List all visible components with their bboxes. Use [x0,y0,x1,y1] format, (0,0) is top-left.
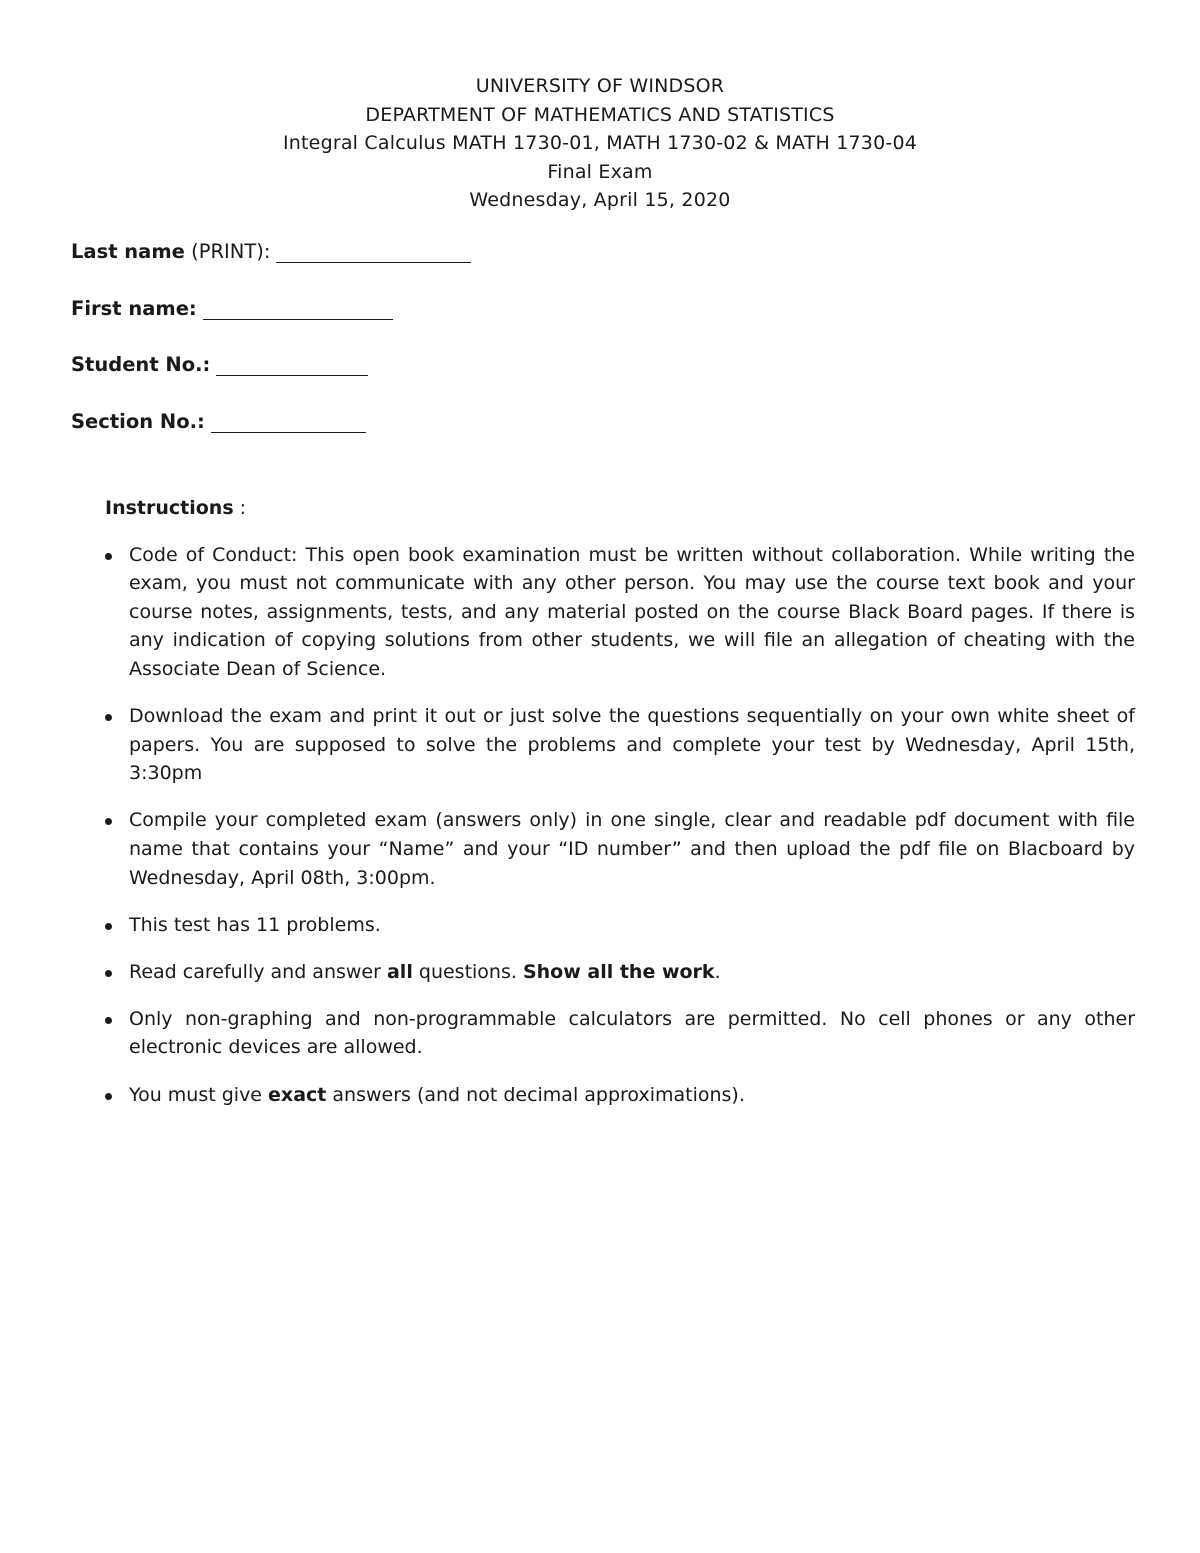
bullet-icon [105,970,112,977]
bullet-icon [105,553,112,560]
student-info-fields [71,240,471,466]
first-name-label: First name: [71,296,197,320]
instruction-item: Compile your completed exam (answers only) in one single, clear and readable pdf document with file name that contains your “Name” and your “ID number” and then upload the pdf file on Blacboard by Wednesday, April 08th, 3:00pm. [105,806,1135,892]
section-no-field [71,410,471,467]
instruction-item: Download the exam and print it out or just solve the questions sequentially on your own white sheet of papers. You are supposed to solve the problems and complete your test by Wednesday, April 15th, 3:30pm [105,702,1135,788]
student-no-label: Student No.: [71,353,211,376]
instructions-list [105,541,1135,1110]
instructions-section [105,494,1135,1128]
course-title: Integral Calculus MATH 1730-01, MATH 1730-02 & MATH 1730-04 [282,132,918,154]
instruction-item: Read carefully and answer all questions. Show all the work. [105,958,1135,987]
instruction-item: This test has 11 problems. [105,911,1135,940]
last-name-label: Last name (PRINT): [71,240,271,263]
instruction-item: You must give exact answers (and not decimal approximations). [105,1081,1135,1110]
exam-date: Wednesday, April 15, 2020 [469,189,731,211]
bullet-icon [105,1093,112,1100]
first-name-field [71,297,471,354]
department-name: DEPARTMENT OF MATHEMATICS AND STATISTICS [365,103,835,126]
instructions-heading: Instructions : [105,497,247,519]
student-no-blank[interactable] [216,353,368,376]
bullet-icon [105,1017,112,1024]
exam-title: Final Exam [547,160,653,183]
first-name-blank[interactable] [203,297,393,320]
instruction-item: Code of Conduct: This open book examination must be written without collaboration. While writing the exam, you must not communicate with any other person. You may use the course text book and your course notes, assignments, tests, and any material posted on the course Black Board pages. If there is any indication of copying solutions from other students, we will file an allegation of cheating with the Associate Dean of Science. [105,541,1135,684]
student-no-field [71,353,471,410]
last-name-field [71,240,471,297]
bullet-icon [105,818,112,825]
section-no-blank[interactable] [211,410,366,433]
section-no-label: Section No.: [71,409,205,433]
university-name: UNIVERSITY OF WINDSOR [475,75,725,97]
instruction-item: Only non-graphing and non-programmable calculators are permitted. No cell phones or any other electronic devices are allowed. [105,1005,1135,1062]
bullet-icon [105,923,112,930]
bullet-icon [105,714,112,721]
last-name-blank[interactable] [276,240,471,263]
exam-header [0,72,1200,215]
